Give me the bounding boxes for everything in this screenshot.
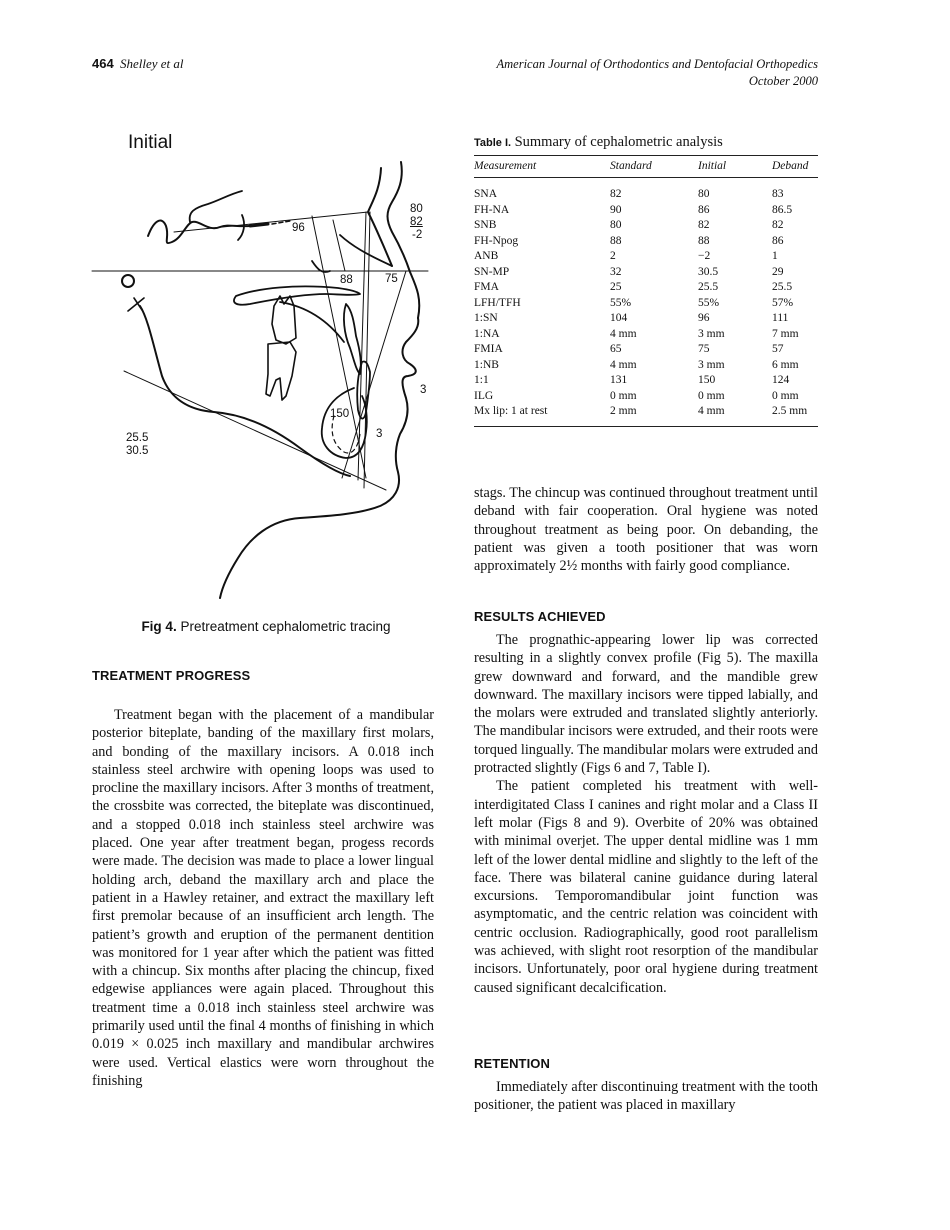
table-row — [474, 327, 818, 343]
cell-initial: −2 — [698, 250, 711, 262]
retention-paragraph: Immediately after discontinuing treatment with the tooth positioner, the patient was placed in maxillary — [474, 1079, 818, 1114]
cell-deband: 1 — [772, 250, 778, 262]
cell-deband: 6 mm — [772, 358, 799, 371]
treatment-progress-body — [92, 706, 434, 1090]
cell-deband: 25.5 — [772, 281, 793, 293]
cell-deband: 29 — [772, 265, 784, 278]
figure-cephalometric-tracing — [90, 128, 440, 608]
cell-standard: 65 — [610, 343, 622, 355]
heading-results-achieved: RESULTS ACHIEVED — [474, 609, 606, 624]
cell-deband: 57 — [772, 343, 784, 355]
table-title-text: Summary of cephalometric analysis — [514, 134, 723, 150]
cell-deband: 86 — [772, 234, 784, 247]
cell-standard: 32 — [610, 265, 622, 278]
continuation-paragraph: stags. The chincup was continued throughout treatment until deband with fair cooperation. Oral hygiene was noted throughout treatment as being poor. On debanding, the patient was given a tooth positioner that was worn approximately 2½ months with fairly good compliance. — [474, 485, 818, 575]
cell-deband: 57% — [772, 296, 794, 309]
table-row — [474, 358, 818, 374]
cell-measurement: FMA — [474, 281, 499, 293]
running-header-left — [92, 56, 183, 72]
label-u1-na-mm: 3 — [420, 384, 427, 396]
table-row — [474, 234, 818, 250]
cell-standard: 2 mm — [610, 404, 698, 426]
cell-standard: 104 — [610, 312, 628, 324]
cell-standard: 0 mm — [610, 389, 637, 402]
label-sna: 80 — [410, 203, 423, 215]
cell-initial: 88 — [698, 234, 710, 247]
figure-caption-text: Pretreatment cephalometric tracing — [180, 619, 391, 634]
cell-measurement: Mx lip: 1 at rest — [474, 404, 610, 426]
journal-name: American Journal of Orthodontics and Dentofacial Orthopedics — [496, 57, 818, 71]
results-achieved-body — [474, 631, 818, 997]
cell-measurement: FH-Npog — [474, 234, 519, 247]
table-row — [474, 311, 818, 327]
cell-standard: 4 mm — [610, 327, 637, 340]
tracing-drawing — [90, 128, 440, 608]
cell-deband: 82 — [772, 219, 784, 231]
cell-standard: 131 — [610, 374, 628, 386]
running-authors: Shelley et al — [119, 56, 184, 71]
col-initial: Initial — [698, 156, 772, 178]
cell-initial: 96 — [698, 312, 710, 324]
table-label: Table I. — [474, 137, 512, 149]
col-deband: Deband — [772, 156, 818, 178]
table-row — [474, 280, 818, 296]
cell-deband: 7 mm — [772, 327, 799, 340]
cell-initial: 86 — [698, 203, 710, 216]
label-sn-mp: 30.5 — [126, 445, 149, 457]
cell-deband: 0 mm — [772, 389, 799, 402]
cephalometric-table — [474, 155, 818, 427]
cell-initial: 0 mm — [698, 389, 725, 402]
table-row — [474, 218, 818, 234]
treatment-progress-paragraph: Treatment began with the placement of a mandibular posterior biteplate, banding of the maxillary first molars, and bonding of the maxillary incisors. A 0.018 inch stainless steel archwire with opening loops was used to procline the maxillary incisors. After 3 months of treatment, the crossbite was corrected, the biteplate was discontinued, and a stopped 0.018 inch stainless steel archwire was placed. One year after treatment began, progess records were made. The decision was made to place a lower lingual holding arch, deband the maxillary arch and place the patient in a Hawley retainer, and extract the maxillary left first premolar because of an insufficient arch length. The patient’s growth and eruption of the permanent dentition was monitored for 1 year after which the patient was fitted with a chincup. Six months after placing the chincup, fixed edgewise appliances were again placed. Throughout this treatment time a 0.018 inch stainless steel archwire was primarily used until the final 4 months of finishing in which 0.019 × 0.025 inch maxillary and mandibular archwires were used. Vertical elastics were worn throughout the finishing — [92, 707, 434, 1089]
label-u1-sn: 96 — [292, 222, 305, 234]
running-header-right — [497, 56, 819, 90]
cell-initial: 3 mm — [698, 358, 725, 371]
cell-initial: 82 — [698, 219, 710, 231]
cell-initial: 25.5 — [698, 281, 719, 293]
label-interincisal: 150 — [330, 408, 350, 420]
cell-deband: 111 — [772, 312, 789, 324]
cell-deband: 124 — [772, 374, 790, 386]
cell-standard: 80 — [610, 219, 622, 231]
cell-deband: 86.5 — [772, 203, 793, 216]
figure-caption-label: Fig 4. — [141, 619, 177, 634]
cell-measurement: SN-MP — [474, 265, 510, 278]
cell-measurement: FH-NA — [474, 203, 510, 216]
cell-initial: 80 — [698, 188, 710, 200]
heading-retention: RETENTION — [474, 1056, 551, 1071]
cell-deband: 83 — [772, 188, 784, 200]
table-cephalometric-summary — [474, 134, 818, 427]
cell-standard: 90 — [610, 203, 622, 216]
table-row — [474, 373, 818, 389]
cell-measurement: 1:1 — [474, 374, 489, 386]
figure-caption — [92, 619, 440, 634]
label-fmia: 75 — [385, 273, 398, 285]
cell-initial: 4 mm — [698, 404, 772, 426]
cell-initial: 55% — [698, 296, 720, 309]
cell-measurement: 1:NA — [474, 327, 500, 340]
col-measurement: Measurement — [474, 156, 610, 178]
issue-date: October 2000 — [748, 74, 818, 88]
label-l1-nb-mm: 3 — [376, 428, 383, 440]
cell-measurement: 1:NB — [474, 358, 499, 371]
label-snb: 82 — [410, 216, 423, 228]
cell-measurement: LFH/TFH — [474, 296, 521, 309]
table-row — [474, 203, 818, 219]
table-header-row — [474, 156, 818, 178]
cell-initial: 3 mm — [698, 327, 725, 340]
cell-initial: 75 — [698, 343, 710, 355]
cell-standard: 4 mm — [610, 358, 637, 371]
heading-treatment-progress: TREATMENT PROGRESS — [92, 668, 251, 683]
treatment-progress-continuation — [474, 484, 818, 575]
page-number: 464 — [92, 56, 114, 71]
cell-measurement: SNA — [474, 188, 498, 200]
table-row — [474, 265, 818, 281]
table-row — [474, 296, 818, 312]
label-fh-npog: 88 — [340, 274, 353, 286]
table-row — [474, 178, 818, 203]
table-row — [474, 389, 818, 405]
table-title — [474, 134, 818, 151]
cell-standard: 88 — [610, 234, 622, 247]
cell-standard: 82 — [610, 188, 622, 200]
table-row — [474, 404, 818, 426]
table-row — [474, 249, 818, 265]
cell-standard: 55% — [610, 296, 632, 309]
cell-measurement: ANB — [474, 250, 499, 262]
cell-initial: 30.5 — [698, 265, 719, 278]
cell-deband: 2.5 mm — [772, 404, 818, 426]
cell-measurement: ILG — [474, 389, 494, 402]
results-paragraph-1: The prognathic-appearing lower lip was corrected resulting in a slightly convex profile (Fig 5). The maxilla grew downward and forward, and the mandible grew downward. The maxillary incisors were tipped labially, and the molars were extruded and translated slightly anteriorly. The mandibular incisors were extruded, and their roots were torqued lingually. The mandibular molars were extruded and protracted slightly (Figs 6 and 7, Table I). — [474, 632, 818, 777]
table-row — [474, 342, 818, 358]
cell-initial: 150 — [698, 374, 716, 386]
cell-measurement: SNB — [474, 219, 497, 231]
results-paragraph-2: The patient completed his treatment with well-interdigitated Class I canines and right molar and a Class II left molar (Figs 8 and 9). Overbite of 20% was obtained with minimal overjet. The upper dental midline was 1 mm left of the lower dental midline and slightly to the left of the face. There was bilateral canine guidance during lateral excursions. Temporomandibular joint function was asymptomatic, and the centric relation was coincident with centric occlusion. Radiographically, good root parallelism was achieved, with slight root resorption of the mandibular incisors. Unfortunately, poor oral hygiene during treatment caused significant decalcification. — [474, 778, 818, 996]
cell-standard: 2 — [610, 250, 616, 262]
figure-title: Initial — [128, 132, 173, 153]
label-anb: -2 — [412, 229, 423, 241]
label-fma: 25.5 — [126, 432, 149, 444]
cell-measurement: FMIA — [474, 343, 503, 355]
col-standard: Standard — [610, 156, 698, 178]
cell-standard: 25 — [610, 281, 622, 293]
cell-measurement: 1:SN — [474, 312, 498, 324]
retention-body — [474, 1078, 818, 1115]
